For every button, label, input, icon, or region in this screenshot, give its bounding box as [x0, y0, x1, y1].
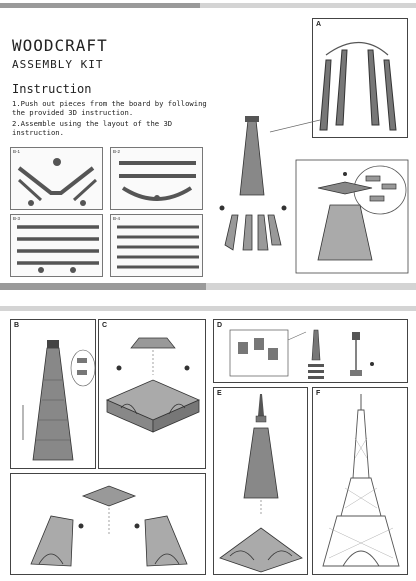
panel-f-art — [313, 388, 409, 576]
board-b3-label: B-3 — [13, 216, 21, 221]
board-b2-label: B-2 — [113, 149, 121, 154]
panel-b — [10, 319, 96, 469]
panel-e-label: E — [217, 390, 222, 397]
panel-f — [312, 387, 408, 575]
panel-e — [213, 387, 308, 575]
panel-d-label: D — [217, 322, 223, 329]
panel-c — [98, 319, 206, 469]
panel-f-label: F — [316, 390, 321, 397]
instruction-step-2: 2.Assemble using the layout of the 3D instruction. — [12, 119, 173, 137]
board-b1-label: B-1 — [13, 149, 21, 154]
panel-c-label: C — [102, 322, 108, 329]
panel-d — [213, 319, 408, 383]
instruction-heading: Instruction — [12, 82, 92, 96]
panel-c-art — [99, 320, 207, 470]
panel-a-label: A — [316, 21, 322, 28]
panel-d-art — [214, 320, 409, 384]
panel-e-art — [214, 388, 309, 576]
brand-subtitle: ASSEMBLY KIT — [12, 58, 104, 71]
board-b4-label: B-4 — [113, 216, 121, 221]
middle-band-2 — [0, 306, 416, 311]
panel-b-label: B — [14, 322, 20, 329]
panel-b-art — [11, 320, 97, 470]
instruction-step-1: 1.Push out pieces from the board by following the provided 3D instruction. — [12, 99, 207, 117]
middle-band-accent — [0, 283, 206, 290]
brand-title: WOODCRAFT — [12, 36, 108, 55]
panel-base-assembly-art — [11, 474, 207, 576]
panel-base-assembly — [10, 473, 206, 575]
